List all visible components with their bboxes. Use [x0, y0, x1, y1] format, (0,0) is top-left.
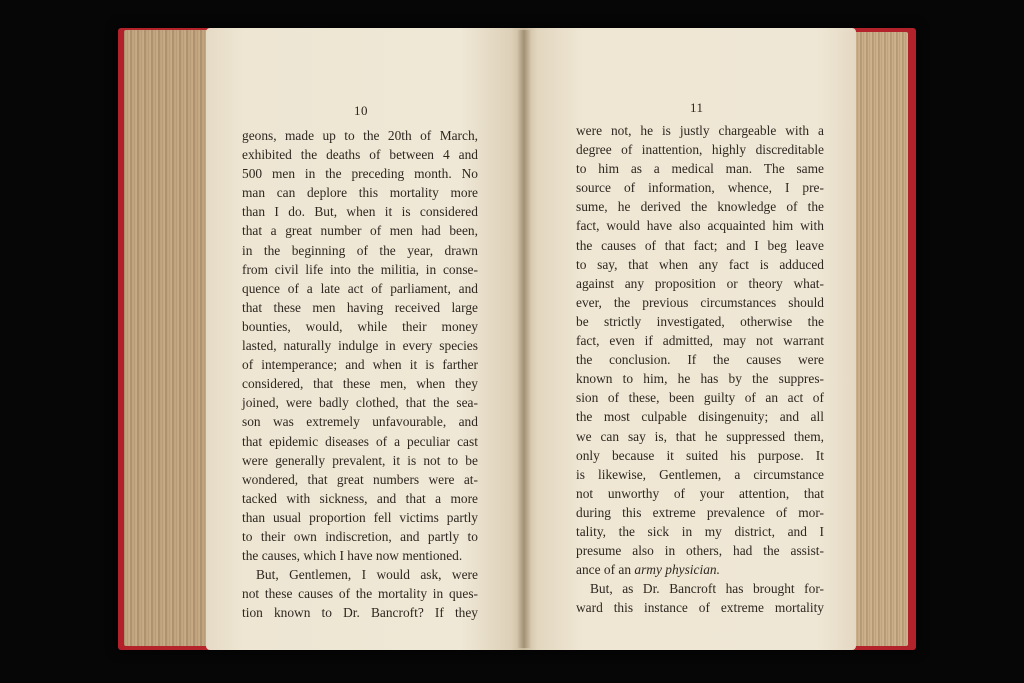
text-line: 500 men in the preceding month. No: [242, 166, 478, 182]
text-line: known to him, he has by the suppres-: [576, 371, 824, 387]
text-line: than usual proportion fell victims partly: [242, 509, 478, 525]
right-page: [524, 28, 856, 650]
text-line: ance of an army physician.: [576, 562, 720, 578]
text-line: were not, he is justly chargeable with a: [576, 123, 824, 138]
text-line: the conclusion. If the causes were: [576, 352, 824, 368]
text-line: that epidemic diseases of a peculiar cast: [242, 433, 478, 449]
left-page-edges: [124, 30, 216, 646]
right-page-edges: [850, 32, 908, 646]
text-line: ward this instance of extreme mortality: [576, 600, 824, 616]
text-line: son was extremely unfavourable, and: [242, 414, 478, 430]
text-line: wondered, that great numbers were at-: [242, 471, 478, 487]
text-line: is likewise, Gentlemen, a circumstance: [576, 466, 824, 482]
text-line: But, Gentlemen, I would ask, were: [256, 567, 478, 583]
page-number-right: 11: [690, 100, 704, 115]
text-line: But, as Dr. Bancroft has brought for-: [590, 581, 824, 597]
text-line: tion known to Dr. Bancroft? If they: [242, 605, 478, 621]
text-line: considered, that these men, when they: [242, 376, 478, 392]
text-line: man can deplore this mortality more: [242, 185, 478, 201]
text-line: fact, would have also acquainted him with: [576, 218, 824, 234]
book-gutter: [517, 30, 531, 648]
text-line: tacked with sickness, and that a more: [242, 490, 478, 506]
text-line: the causes, which I have now mentioned.: [242, 548, 463, 564]
text-line: not these causes of the mortality in ques-: [242, 586, 478, 602]
page-number-left: 10: [354, 103, 368, 118]
text-line: the most culpable disingenuity; and all: [576, 409, 824, 425]
text-line: the causes of that fact; and I beg leave: [576, 237, 824, 253]
text-line: to say, that when any fact is adduced: [576, 256, 824, 272]
text-line: to their own indiscretion, and partly to: [242, 528, 478, 544]
text-line: that a great number of men had been,: [242, 223, 478, 239]
text-line: that these men having received large: [242, 299, 478, 315]
text-line: presume also in others, had the assist-: [576, 543, 824, 559]
text-line: not unworthy of your attention, that: [576, 485, 824, 501]
text-line: of intemperance; and when it is farther: [242, 357, 478, 373]
text-line: geons, made up to the 20th of March,: [242, 128, 478, 143]
text-line: lasted, naturally indulge in every species: [242, 338, 478, 354]
text-line: ever, the previous circumstances should: [576, 294, 824, 310]
left-page-text: [242, 126, 478, 622]
text-line: sion of these, been guilty of an act of: [576, 390, 824, 406]
text-line: quence of a late act of parliament, and: [242, 280, 478, 296]
text-line: joined, were badly clothed, that the sea-: [242, 395, 478, 411]
right-page-text: [576, 121, 824, 617]
text-line: to him as a medical man. The same: [576, 161, 824, 177]
text-line: degree of inattention, highly discreditable: [576, 142, 824, 158]
text-line: exhibited the deaths of between 4 and: [242, 147, 478, 163]
text-line: only because it suited his purpose. It: [576, 447, 824, 463]
text-line: bounties, would, while their money: [242, 318, 478, 334]
text-line: tality, the sick in my district, and I: [576, 523, 824, 539]
left-page: [206, 28, 524, 650]
text-line: in the beginning of the year, drawn: [242, 242, 478, 258]
text-line: be strictly investigated, otherwise the: [576, 313, 824, 329]
text-line: source of information, whence, I pre-: [576, 180, 824, 196]
text-line: during this extreme prevalence of mor-: [576, 504, 824, 520]
text-line: fact, even if admitted, may not warrant: [576, 333, 824, 349]
text-line: sume, he derived the knowledge of the: [576, 199, 824, 215]
text-line: we can say is, that he suppressed them,: [576, 428, 824, 444]
text-line: from civil life into the militia, in conse-: [242, 261, 478, 277]
text-line: were generally prevalent, it is not to be: [242, 452, 478, 468]
text-line: against any proposition or theory what-: [576, 275, 824, 291]
text-line: than I do. But, when it is considered: [242, 204, 478, 220]
